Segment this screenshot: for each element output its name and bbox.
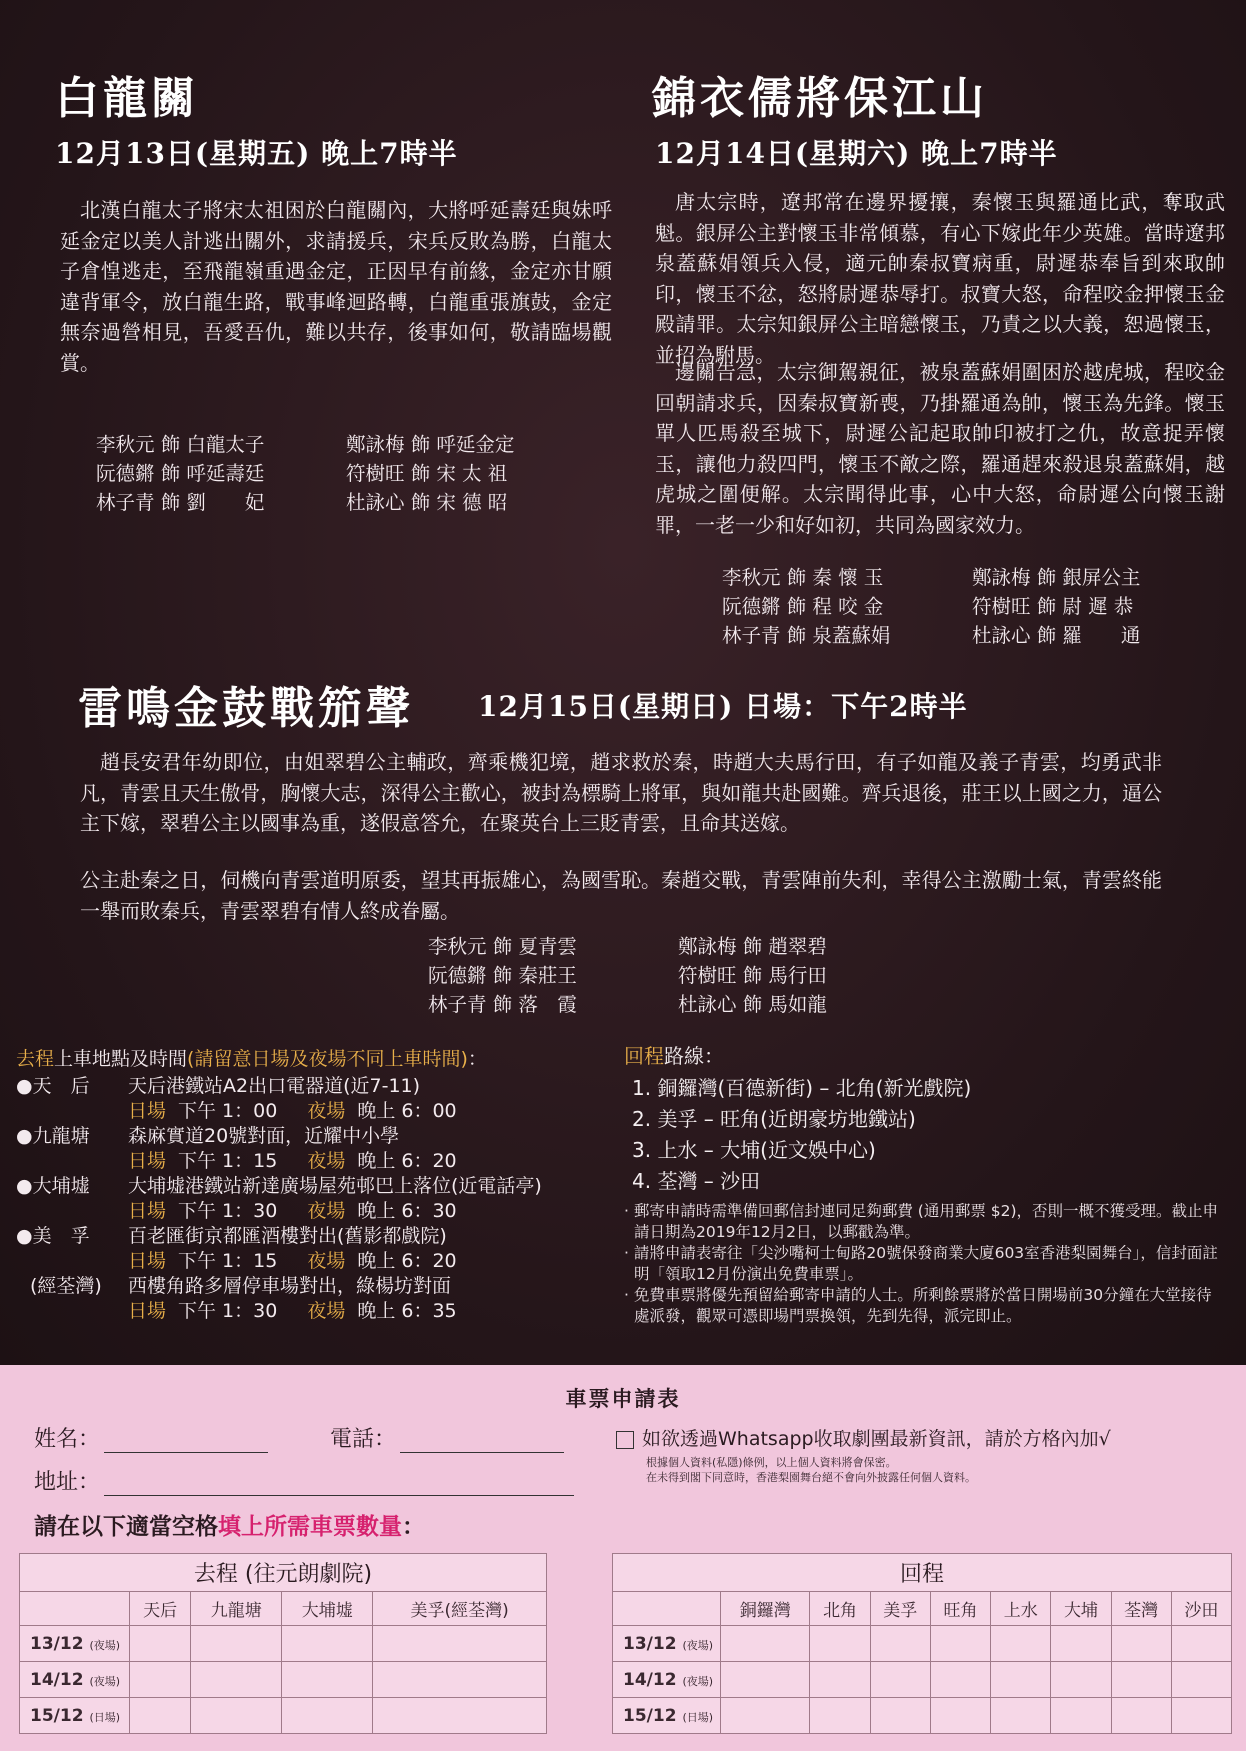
show2-date: 12月14日(星期六) 晚上7時半: [655, 137, 1058, 170]
ticket-qty-cell[interactable]: [373, 1698, 547, 1734]
column-header: 美孚(經荃灣): [373, 1592, 547, 1626]
phone-input-line[interactable]: [400, 1427, 564, 1453]
address-field[interactable]: 地址：: [34, 1465, 574, 1496]
ticket-qty-cell[interactable]: [1171, 1698, 1231, 1734]
outbound-heading: 去程上車地點及時間(請留意日場及夜場不同上車時間)：: [16, 1048, 487, 1070]
show1-cast: [96, 430, 596, 517]
table-row: 13/12 (夜場): [20, 1626, 547, 1662]
table-row: 14/12 (夜場): [20, 1662, 547, 1698]
ticket-qty-cell[interactable]: [191, 1626, 282, 1662]
ticket-qty-cell[interactable]: [1111, 1662, 1171, 1698]
pickup-stop: ●天 后 天后港鐵站A2出口電器道(近7-11) 日場 下午 1：00 夜場 晚上 6：00: [16, 1075, 457, 1122]
ticket-qty-cell[interactable]: [870, 1626, 930, 1662]
ticket-qty-cell[interactable]: [282, 1698, 373, 1734]
ticket-qty-cell[interactable]: [1171, 1626, 1231, 1662]
address-input-line[interactable]: [104, 1470, 574, 1496]
ticket-qty-cell[interactable]: [930, 1698, 990, 1734]
ticket-qty-cell[interactable]: [1051, 1626, 1111, 1662]
outbound-ticket-table: [19, 1553, 547, 1734]
return-heading: 回程路線：: [624, 1044, 724, 1068]
return-ticket-table: [612, 1553, 1232, 1734]
route-item: 1. 銅鑼灣(百德新街) – 北角(新光戲院): [632, 1076, 972, 1100]
show3-cast: [428, 932, 928, 1019]
return-table-title: 回程: [613, 1554, 1232, 1592]
show3-date: 12月15日(星期日) 日場：下午2時半: [478, 690, 968, 723]
ticket-qty-cell[interactable]: [1051, 1662, 1111, 1698]
name-field[interactable]: 姓名：: [34, 1422, 268, 1453]
whatsapp-optin[interactable]: 如欲透過Whatsapp收取劇團最新資訊，請於方格內加√: [616, 1424, 1111, 1451]
phone-field[interactable]: 電話：: [330, 1422, 564, 1453]
ticket-qty-cell[interactable]: [130, 1698, 191, 1734]
form-instruction: 請在以下適當空格填上所需車票數量：: [34, 1514, 425, 1540]
name-input-line[interactable]: [104, 1427, 268, 1453]
privacy-notice: 根據個人資料(私隱)條例，以上個人資料將會保密。 在未得到閣下同意時，香港梨園舞台絕不會向外披露任何個人資料。: [646, 1456, 976, 1484]
ticket-qty-cell[interactable]: [810, 1662, 870, 1698]
show2-title: 錦衣儒將保江山: [652, 73, 988, 124]
outbound-table-title: 去程 (往元朗劇院): [20, 1554, 547, 1592]
cast-entry: 阮德鏘 飾 呼延壽廷: [96, 462, 265, 485]
show2-synopsis-p1: 唐太宗時，遼邦常在邊界擾攘，秦懷玉與羅通比武，奪取武魁。銀屏公主對懷玉非常傾慕，有心下嫁此年少英雄。當時遼邦泉蓋蘇娟領兵入侵，適元帥秦叔寶病重，尉遲恭奉旨到來取帥印，懷玉不忿，怒將尉遲恭辱打。叔寶大怒，命程咬金押懷玉金殿請罪。太宗知銀屏公主暗戀懷玉，乃責之以大義，恕過懷玉，並招為駙馬。: [655, 190, 1225, 367]
column-header: 沙田: [1171, 1592, 1231, 1626]
cast-entry: 符樹旺 飾 宋 太 祖: [346, 462, 508, 485]
route-item: 3. 上水 – 大埔(近文娛中心): [632, 1138, 876, 1162]
column-header: 上水: [991, 1592, 1051, 1626]
ticket-qty-cell[interactable]: [870, 1662, 930, 1698]
cast-entry: 阮德鏘 飾 秦莊王: [428, 964, 577, 987]
cast-entry: 阮德鏘 飾 程 咬 金: [722, 595, 884, 618]
cast-entry: 李秋元 飾 白龍太子: [96, 433, 265, 456]
table-row: 15/12 (日場): [20, 1698, 547, 1734]
note-item: · 請將申請表寄往「尖沙嘴柯士甸路20號保發商業大廈603室香港梨園舞台」，信封面註明「領取12月份演出免費車票」。: [624, 1244, 1218, 1283]
ticket-application-form: [0, 1365, 1246, 1751]
note-item: · 免費車票將優先預留給郵寄申請的人士。所剩餘票將於當日開場前30分鐘在大堂接待處派發，觀眾可憑即場門票換領，先到先得，派完即止。: [624, 1286, 1212, 1325]
cast-entry: 杜詠心 飾 馬如龍: [678, 993, 827, 1016]
pickup-stop: ●大埔墟 大埔墟港鐵站新達廣場屋苑邨巴上落位(近電話亭) 日場 下午 1：30 夜場 晚上 6：30: [16, 1175, 542, 1222]
cast-entry: 李秋元 飾 秦 懷 玉: [722, 566, 884, 589]
column-header: 北角: [810, 1592, 870, 1626]
cast-entry: 鄭詠梅 飾 呼延金定: [346, 433, 515, 456]
column-header: 大埔墟: [282, 1592, 373, 1626]
ticket-qty-cell[interactable]: [721, 1626, 810, 1662]
ticket-qty-cell[interactable]: [991, 1698, 1051, 1734]
whatsapp-checkbox[interactable]: [616, 1431, 634, 1449]
column-header: 美孚: [870, 1592, 930, 1626]
column-header: 荃灣: [1111, 1592, 1171, 1626]
ticket-qty-cell[interactable]: [930, 1662, 990, 1698]
ticket-qty-cell[interactable]: [373, 1626, 547, 1662]
ticket-qty-cell[interactable]: [130, 1662, 191, 1698]
return-section: [624, 1040, 1234, 1327]
cast-entry: 鄭詠梅 飾 趙翠碧: [678, 935, 827, 958]
ticket-qty-cell[interactable]: [810, 1698, 870, 1734]
column-header: 旺角: [930, 1592, 990, 1626]
ticket-qty-cell[interactable]: [282, 1662, 373, 1698]
ticket-qty-cell[interactable]: [1171, 1662, 1231, 1698]
cast-entry: 符樹旺 飾 尉 遲 恭: [972, 595, 1134, 618]
ticket-qty-cell[interactable]: [1111, 1626, 1171, 1662]
table-row: 15/12 (日場): [613, 1698, 1232, 1734]
pickup-stop: (經荃灣) 西樓角路多層停車場對出，綠楊坊對面 日場 下午 1：30 夜場 晚上 6：35: [30, 1275, 457, 1322]
ticket-qty-cell[interactable]: [870, 1698, 930, 1734]
cast-entry: 符樹旺 飾 馬行田: [678, 964, 827, 987]
show2-synopsis-p2: 邊關告急，太宗御駕親征，被泉蓋蘇娟圍困於越虎城，程咬金回朝請求兵，因秦叔寶新喪，乃掛羅通為帥，懷玉為先鋒。懷玉單人匹馬殺至城下，尉遲公記起取帥印被打之仇，故意捉弄懷玉，讓他力殺四門，懷玉不敵之際，羅通趕來殺退泉蓋蘇娟，越虎城之圍便解。太宗聞得此事，心中大怒，命尉遲公向懷玉謝罪，一老一少和好如初，共同為國家效力。: [655, 360, 1225, 537]
ticket-qty-cell[interactable]: [1051, 1698, 1111, 1734]
cast-entry: 杜詠心 飾 羅 通: [972, 624, 1141, 647]
outbound-pickup: [16, 1047, 616, 1324]
form-title: 車票申請表: [565, 1387, 681, 1411]
cast-entry: 林子青 飾 泉蓋蘇娟: [722, 624, 891, 647]
ticket-qty-cell[interactable]: [130, 1626, 191, 1662]
show3-synopsis-p1: 趙長安君年幼即位，由姐翠碧公主輔政，齊乘機犯境，趙求救於秦，時趙大夫馬行田，有子如龍及義子青雲，均勇武非凡，青雲且天生傲骨，胸懷大志，深得公主歡心，被封為標騎上將軍，與如龍共赴國難。齊兵退後，莊王以上國之力，逼公主下嫁，翠碧公主以國事為重，遂假意答允，在聚英台上三貶青雲，且命其送嫁。: [80, 750, 1162, 835]
ticket-qty-cell[interactable]: [191, 1698, 282, 1734]
cast-entry: 林子青 飾 劉 妃: [96, 491, 265, 514]
table-row: 14/12 (夜場): [613, 1662, 1232, 1698]
ticket-qty-cell[interactable]: [191, 1662, 282, 1698]
column-header: 大埔: [1051, 1592, 1111, 1626]
pickup-stop: ●美 孚 百老匯街京都匯酒樓對出(舊影都戲院) 日場 下午 1：15 夜場 晚上 6：20: [16, 1225, 457, 1272]
column-header: 天后: [130, 1592, 191, 1626]
column-header: 九龍塘: [191, 1592, 282, 1626]
ticket-qty-cell[interactable]: [991, 1626, 1051, 1662]
show1-title: 白龍關: [55, 73, 199, 124]
route-item: 4. 荃灣 – 沙田: [632, 1169, 761, 1193]
show1-date: 12月13日(星期五) 晚上7時半: [55, 137, 458, 170]
show2-cast: [722, 563, 1222, 650]
cast-entry: 杜詠心 飾 宋 德 昭: [346, 491, 508, 514]
route-item: 2. 美孚 – 旺角(近朗豪坊地鐵站): [632, 1107, 916, 1131]
ticket-qty-cell[interactable]: [721, 1698, 810, 1734]
ticket-qty-cell[interactable]: [373, 1662, 547, 1698]
cast-entry: 鄭詠梅 飾 銀屏公主: [972, 566, 1141, 589]
ticket-qty-cell[interactable]: [1111, 1698, 1171, 1734]
table-row: 13/12 (夜場): [613, 1626, 1232, 1662]
cast-entry: 林子青 飾 落 霞: [428, 993, 577, 1016]
ticket-qty-cell[interactable]: [282, 1626, 373, 1662]
show3-title: 雷鳴金鼓戰笳聲: [78, 683, 414, 734]
ticket-qty-cell[interactable]: [930, 1626, 990, 1662]
show3-synopsis-p2: 公主赴秦之日，伺機向青雲道明原委，望其再振雄心，為國雪恥。秦趙交戰，青雲陣前失利，幸得公主激勵士氣，青雲終能一舉而敗秦兵，青雲翠碧有情人終成眷屬。: [80, 868, 1162, 923]
pickup-stop: ●九龍塘 森麻實道20號對面，近耀中小學 日場 下午 1：15 夜場 晚上 6：20: [16, 1125, 457, 1172]
show1-synopsis: 北漢白龍太子將宋太祖困於白龍關內，大將呼延壽廷與妹呼延金定以美人計逃出關外，求請援兵，宋兵反敗為勝，白龍太子倉惶逃走，至飛龍嶺重遇金定，正因早有前緣，金定亦甘願違背軍令，放白龍生路，戰事峰迴路轉，白龍重張旗鼓，金定無奈過營相見，吾愛吾仇，難以共存，後事如何，敬請臨場觀賞。: [60, 198, 612, 375]
cast-entry: 李秋元 飾 夏青雲: [428, 935, 577, 958]
note-item: · 郵寄申請時需準備回郵信封連同足夠郵費 (通用郵票 $2)，否則一概不獲受理。截止申請日期為2019年12月2日，以郵戳為準。: [624, 1202, 1219, 1241]
ticket-qty-cell[interactable]: [991, 1662, 1051, 1698]
column-header: 銅鑼灣: [721, 1592, 810, 1626]
ticket-qty-cell[interactable]: [721, 1662, 810, 1698]
ticket-qty-cell[interactable]: [810, 1626, 870, 1662]
